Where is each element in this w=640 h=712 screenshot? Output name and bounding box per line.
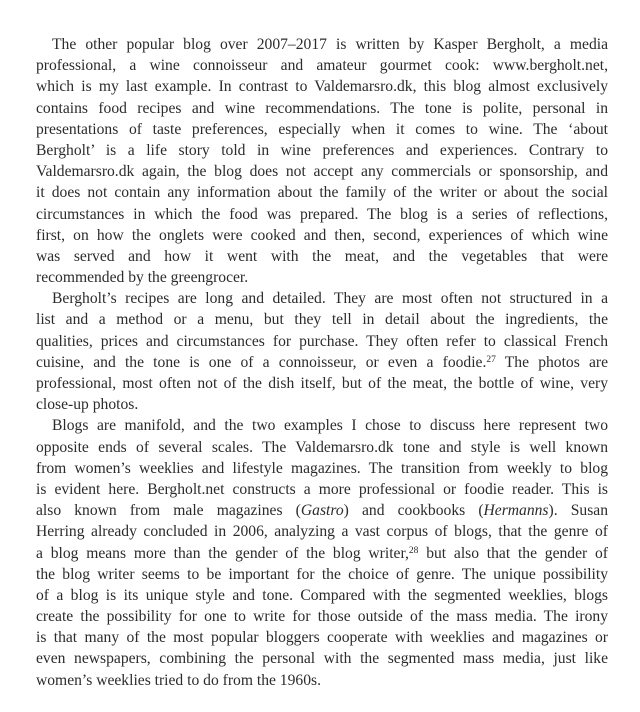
text-line <box>36 500 608 521</box>
text-segment: close-up photos. <box>36 396 139 414</box>
text-line <box>36 225 608 246</box>
text-line <box>36 34 608 55</box>
text-segment: from women’s weeklies and lifestyle magazines. The transition from weekly to blog <box>36 459 608 477</box>
text-line <box>36 648 608 669</box>
text-segment: is evident here. Bergholt.net constructs a more professional or foodie reader. This is <box>36 480 608 498</box>
footnote-marker[interactable]: 28 <box>408 545 419 556</box>
text-line <box>36 394 608 415</box>
text-line <box>36 458 608 479</box>
text-line <box>36 55 608 76</box>
text-segment: Blogs are manifold, and the two examples I chose to discuss here represent two <box>52 417 608 435</box>
document-page <box>36 34 608 691</box>
text-line <box>36 415 608 436</box>
text-line <box>36 564 608 585</box>
text-segment: also known from male magazines ( <box>36 502 301 520</box>
paragraph <box>36 288 608 415</box>
text-line <box>36 543 608 564</box>
text-segment: even newspapers, combining the personal with the segmented mass media, just like <box>36 650 608 668</box>
text-segment: the blog writer seems to be important for the choice of genre. The unique possibility <box>36 565 608 583</box>
text-segment: a blog means more than the gender of the blog writer, <box>36 544 409 562</box>
text-line <box>36 585 608 606</box>
text-line <box>36 98 608 119</box>
paragraph <box>36 34 608 288</box>
text-line <box>36 119 608 140</box>
text-line <box>36 521 608 542</box>
text-line <box>36 479 608 500</box>
text-line <box>36 182 608 203</box>
text-segment: is that many of the most popular bloggers cooperate with weeklies and magazines or <box>36 629 608 647</box>
text-segment: circumstances in which the food was prepared. The blog is a series of reflections, <box>36 205 608 223</box>
text-line <box>36 627 608 648</box>
text-line <box>36 437 608 458</box>
text-segment: create the possibility for one to write for those outside of the mass media. The irony <box>36 608 608 626</box>
text-line <box>36 76 608 97</box>
text-segment: ). Susan <box>548 502 609 520</box>
text-line <box>36 606 608 627</box>
text-line <box>36 352 608 373</box>
text-segment: Bergholt’s recipes are long and detailed. They are most often not structured in a <box>52 290 608 308</box>
text-segment: it does not contain any information about the family of the writer or about the social <box>36 184 608 202</box>
text-line <box>36 140 608 161</box>
body-text <box>36 34 608 691</box>
text-segment: list and a method or a menu, but they tell in detail about the ingredients, the <box>36 311 608 329</box>
text-segment: Bergholt’ is a life story told in wine preferences and experiences. Contrary to <box>36 141 608 159</box>
text-segment: professional, most often not of the dish itself, but of the meat, the bottle of wine, very <box>36 375 608 392</box>
text-segment: Valdemarsro.dk again, the blog does not accept any commercials or sponsorship, and <box>36 163 608 181</box>
text-segment: which is my last example. In contrast to Valdemarsro.dk, this blog almost exclusively <box>36 78 608 96</box>
text-segment: The other popular blog over 2007–2017 is written by Kasper Bergholt, a media <box>52 36 608 53</box>
paragraph <box>36 415 608 690</box>
text-segment: qualities, prices and circumstances for purchase. They often refer to classical French <box>36 332 608 350</box>
text-line <box>36 267 608 288</box>
text-line <box>36 161 608 182</box>
text-line <box>36 670 608 691</box>
italic-title: Hermanns <box>483 502 549 520</box>
text-segment: women’s weeklies tried to do from the 1960s. <box>36 671 321 689</box>
text-segment: presentations of taste preferences, especially when it comes to wine. The ‘about <box>36 120 608 138</box>
text-segment: professional, a wine connoisseur and amateur gourmet cook: www.bergholt.net, <box>36 57 608 75</box>
text-segment: contains food recipes and wine recommendations. The tone is polite, personal in <box>36 99 608 117</box>
text-line <box>36 373 608 394</box>
footnote-marker[interactable]: 27 <box>486 354 496 365</box>
text-line <box>36 331 608 352</box>
text-segment: but also that the gender of <box>418 544 608 562</box>
text-segment: recommended by the greengrocer. <box>36 269 249 287</box>
text-segment: cuisine, and the tone is one of a connoisseur, or even a foodie. <box>36 353 487 371</box>
italic-title: Gastro <box>300 502 344 520</box>
text-segment: The photos are <box>495 353 609 371</box>
text-segment: of a blog is its unique style and tone. Compared with the segmented weeklies, blogs <box>36 586 608 604</box>
text-line <box>36 204 608 225</box>
text-line <box>36 288 608 309</box>
text-segment: Herring already concluded in 2006, analyzing a vast corpus of blogs, that the genre of <box>36 523 608 541</box>
text-segment: first, on how the onglets were cooked and then, second, experiences of which wine <box>36 226 608 244</box>
text-line <box>36 246 608 267</box>
text-line <box>36 309 608 330</box>
text-segment: ) and cookbooks ( <box>343 502 484 520</box>
text-segment: was served and how it went with the meat, and the vegetables that were <box>36 247 608 265</box>
text-segment: opposite ends of several scales. The Valdemarsro.dk tone and style is well known <box>36 438 608 456</box>
